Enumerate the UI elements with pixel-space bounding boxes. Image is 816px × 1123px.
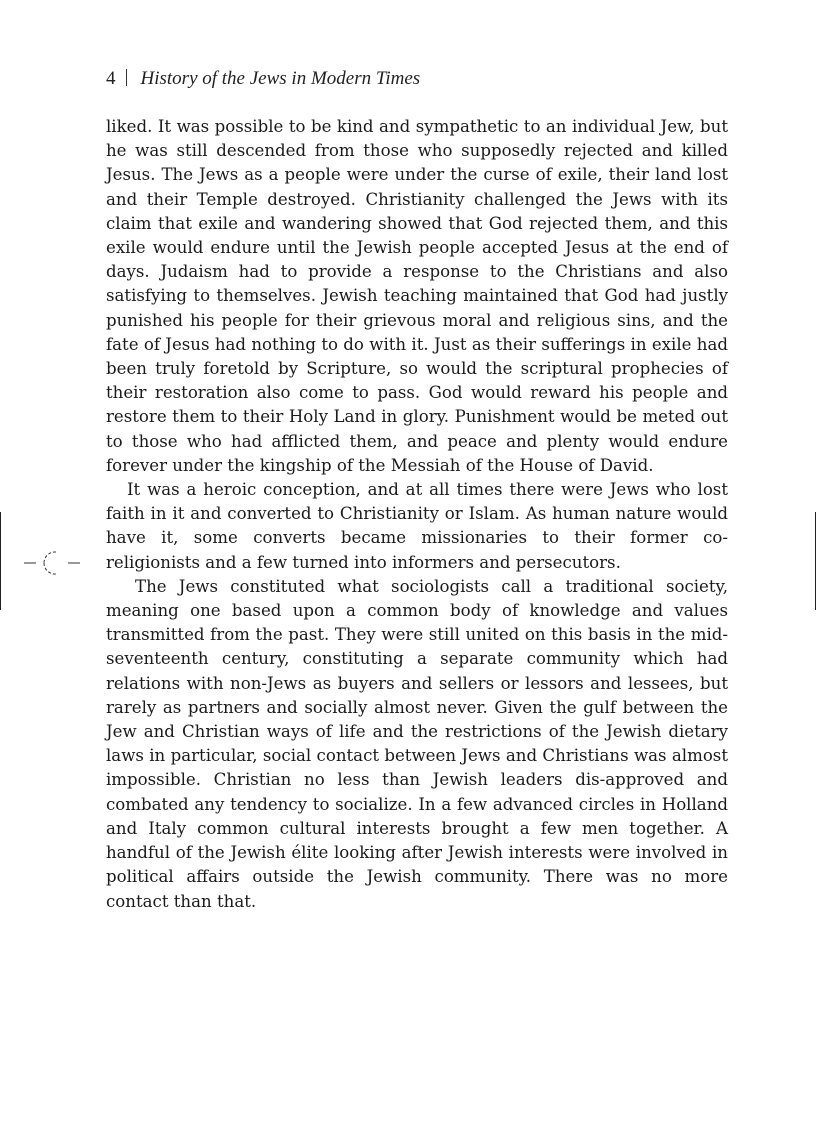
paragraph-continued: liked. It was possible to be kind and sympathetic to an individual Jew, but he was still descended from those who supposedly rejected and killed Jesus. The Jews as a people were under the curse of exile, their land lost and their Temple destroyed. Christianity challenged the Jews with its claim that exile and wandering showed that God rejected them, and this exile would endure until the Jewish people accepted Jesus at the end of days. Judaism had to provide a response to the Christians and also satisfying to themselves. Jewish teaching maintained that God had justly punished his people for their grievous moral and religious sins, and the fate of Jesus had nothing to do with it. Just as their sufferings in exile had been truly foretold by Scripture, so would the scriptural prophecies of their restoration also come to pass. God would reward his people and restore them to their Holy Land in glory. Punishment would be meted out to those who had afflicted them, and peace and plenty would endure forever under the kingship of the Messiah of the House of David. [106,117,728,475]
registration-mark-icon [24,547,80,579]
header-divider [126,69,127,86]
page-number: 4 [106,68,116,89]
book-title: History of the Jews in Modern Times [140,68,421,89]
paragraph-traditional-society: The Jews constituted what sociologists call a traditional society, meaning one based upon a common body of knowledge and values transmitted from the past. They were still united on this basis in the mid-seventeenth century, constituting a separate community which had relations with non-Jews as buyers and sellers or lessors and lessees, but rarely as partners and socially almost never. Given the gulf between the Jew and Christian ways of life and the restrictions of the Jewish dietary laws in particular, social contact between Jews and Christians was almost impossible. Christian no less than Jewish leaders dis-approved and combated any tendency to socialize. In a few advanced circles in Holland and Italy common cultural interests brought a few men together. A handful of the Jewish élite looking after Jewish interests were involved in political affairs outside the Jewish community. There was no more contact than that. [106,576,728,911]
running-head [106,68,420,90]
paragraph-heroic-conception: It was a heroic conception, and at all times there were Jews who lost faith in it and converted to Christianity or Islam. As human nature would have it, some converts became missionaries to their former co-religionists and a few turned into informers and persecutors. [106,480,728,572]
body-text [106,115,728,914]
left-edge-mark [0,512,1,610]
